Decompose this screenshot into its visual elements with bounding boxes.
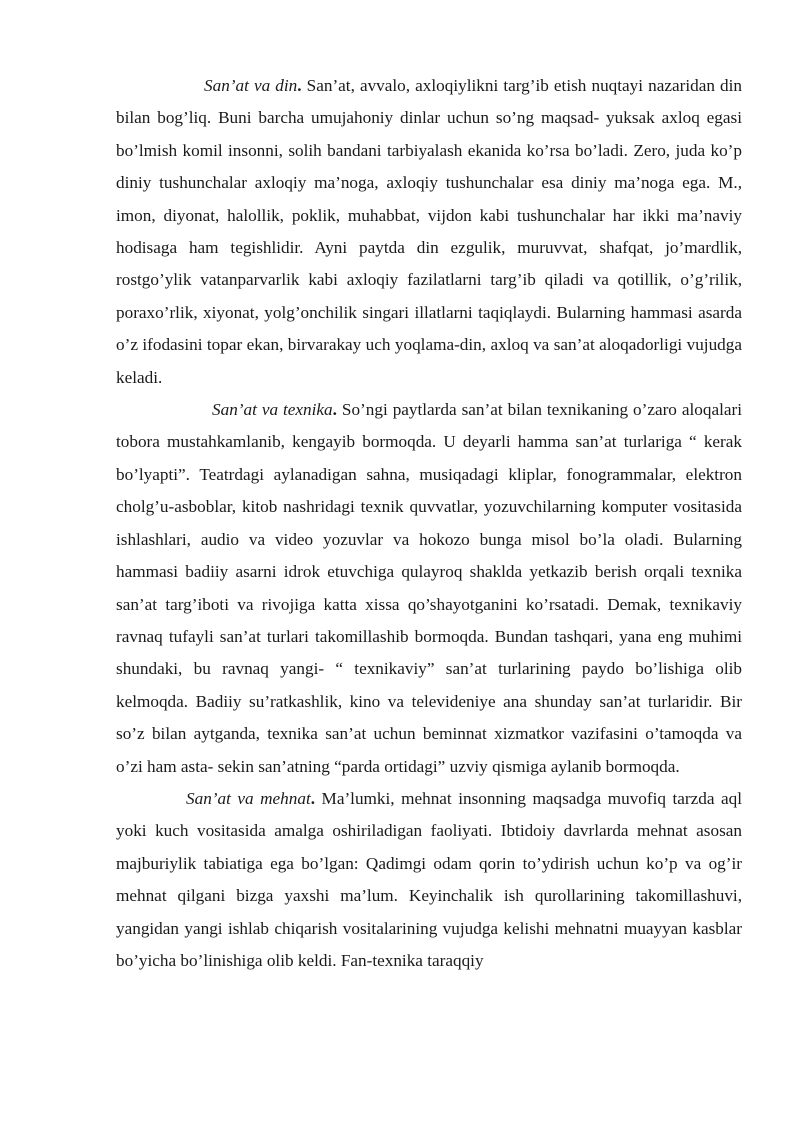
heading-punct: . xyxy=(310,788,316,808)
paragraph-text: San’at, avvalo, axloqiylikni targ’ib etish nuqtayi nazaridan din bilan bog’liq. Buni barcha umujahoniy dinlar uchun so’ng maqsad- yuksak axloq egasi bo’lmish komil insonni, solih bandani tarbiyalash ekanida ko’rsa bo’ladi. Zero, juda ko’p diniy tushunchalar axloqiy ma’noga, axloqiy tushunchalar esa diniy ma’noga ega. M., imon, diyonat, halollik, poklik, muhabbat, vijdon kabi tushunchalar har ikki ma’naviy hodisaga ham tegishlidir. Ayni paytda din ezgulik, muruvvat, shafqat, jo’mardlik, rostgo’ylik vatanparvarlik kabi axloqiy fazilatlarni targ’ib qiladi va qotillik, o’g’rilik, poraxo’rlik, xiyonat, yolg’onchilik singari illatlarni taqiqlaydi. Bularning hammasi asarda o’z ifodasini topar ekan, birvarakay uch yoqlama-din, axloq va san’at aloqadorligi vujudga keladi. xyxy=(116,76,742,387)
heading-text: San’at va din xyxy=(204,76,298,95)
document-body xyxy=(116,70,742,977)
paragraph-art-and-religion xyxy=(116,70,742,394)
heading-punct: . xyxy=(332,400,337,420)
paragraph-art-and-labor xyxy=(116,783,742,977)
heading-text: San’at va texnika xyxy=(212,400,333,420)
paragraph-heading xyxy=(204,76,302,95)
paragraph-text: So’ngi paytlarda san’at bilan texnikaning o’zaro aloqalari tobora mustahkamlanib, kengayib bormoqda. U deyarli hamma san’at turlariga “ kerak bo’lyapti”. Teatrdagi aylanadigan sahna, musiqadagi kliplar, fonogrammalar, elektron cholg’u-asboblar, kitob nashridagi texnik quvvatlar, yozuvchilarning komputer vositasida ishlashlari, audio va video yozuvlar va hokozo bunga misol bo’la oladi. Bularning hammasi badiiy asarni idrok etuvchiga qulayroq shaklda yetkazib berish orqali texnika san’at targ’iboti va rivojiga katta xissa qo’shayotganini ko’rsatadi. Demak, texnikaviy ravnaq tufayli san’at turlari takomillashib bormoqda. Bundan tashqari, yana eng muhimi shundaki, bu ravnaq yangi- “ texnikaviy” san’at turlarining paydo bo’lishiga olib kelmoqda. Badiiy su’ratkashlik, kino va televideniye ana shunday san’at turlaridir. Bir so’z bilan aytganda, texnika san’at uchun beminnat xizmatkor vazifasini o’tamoqda va o’zi ham asta- sekin san’atning “parda ortidagi” uzviy qismiga aylanib bormoqda. xyxy=(116,400,742,776)
paragraph-art-and-technology xyxy=(116,394,742,783)
heading-text: San’at va mehnat xyxy=(186,788,311,808)
paragraph-heading xyxy=(186,789,315,808)
paragraph-heading xyxy=(212,400,337,419)
heading-punct: . xyxy=(297,76,302,95)
paragraph-text: Ma’lumki, mehnat insonning maqsadga muvofiq tarzda aql yoki kuch vositasida amalga oshiriladigan faoliyati. Ibtidoiy davrlarda mehnat asosan majburiylik tabiatiga ega bo’lgan: Qadimgi odam qorin to’ydirish uchun ko’p va og’ir mehnat qilgani bizga yaxshi ma’lum. Keyinchalik ish qurollarining takomillashuvi, yangidan yangi ishlab chiqarish vositalarining vujudga kelishi mehnatni muayyan kasblar bo’yicha bo’linishiga olib keldi. Fan-texnika taraqqiy xyxy=(116,788,743,970)
